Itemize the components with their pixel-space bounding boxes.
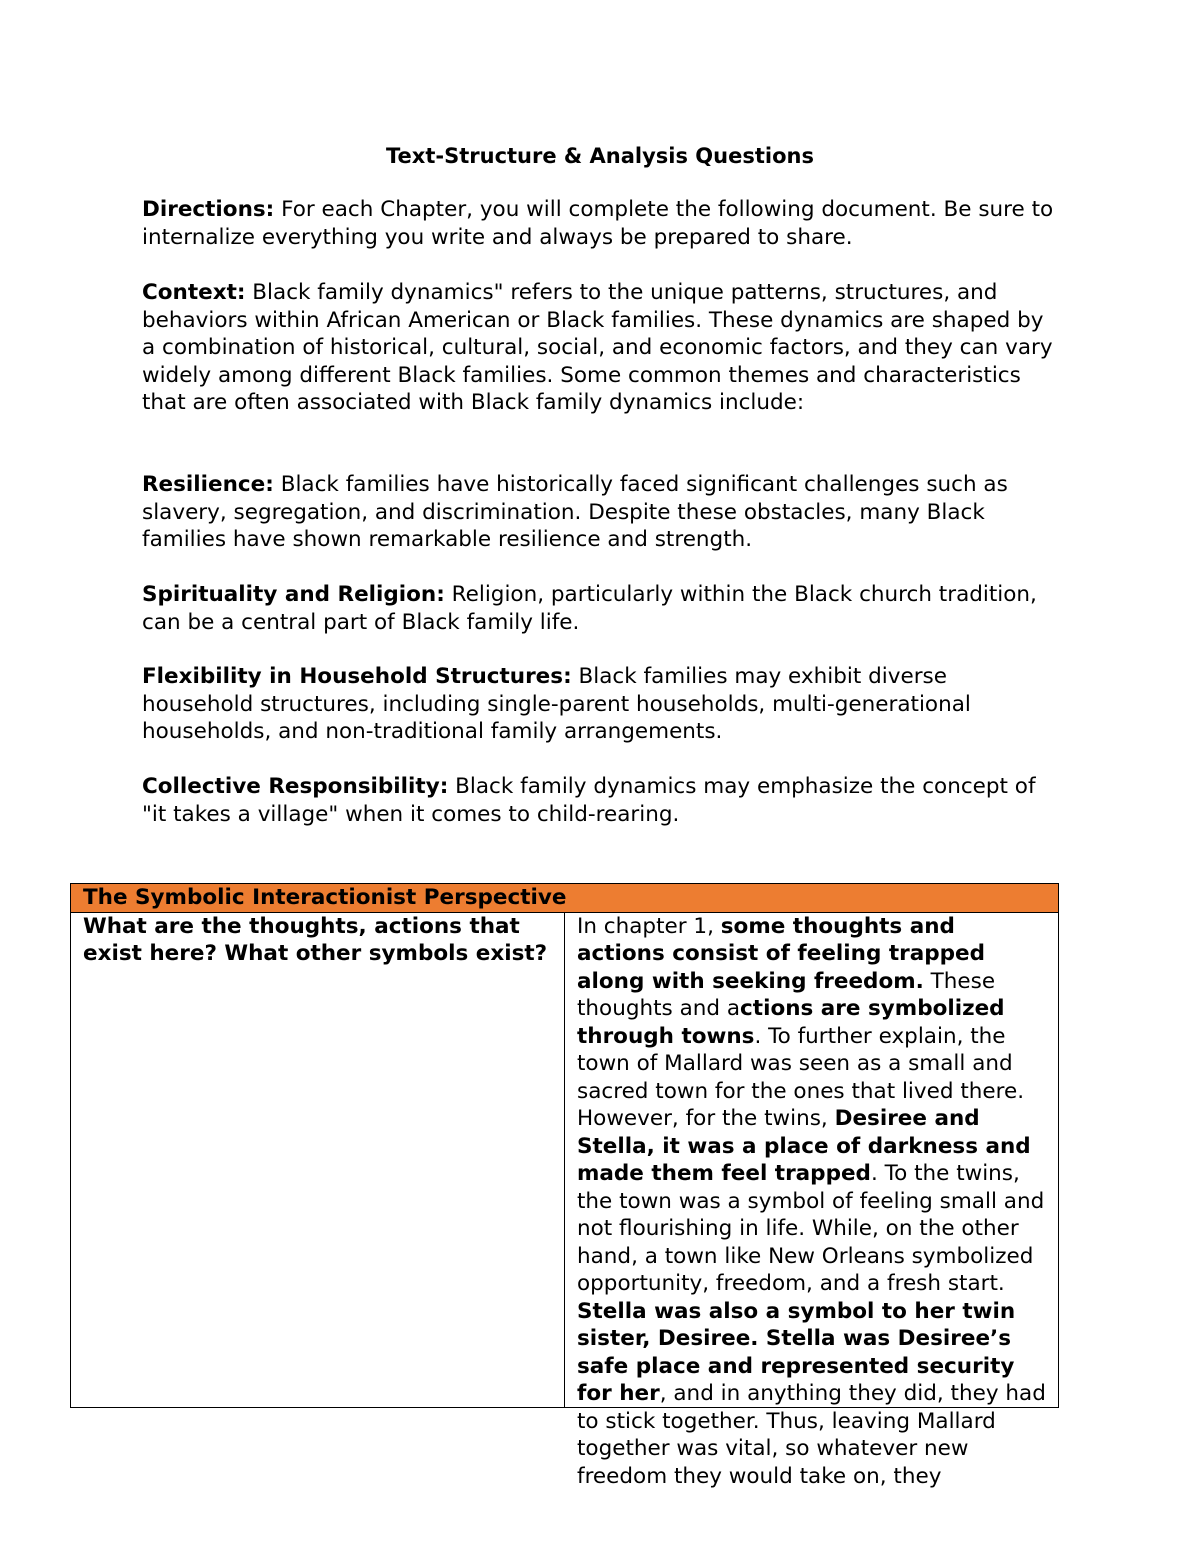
context-text: Black family dynamics" refers to the unique patterns, structures, and behaviors within African American or Black families. These dynamics are shaped by a combination of historical, cultural, social, and economic factors, and they can vary widely among different Black families. Some common themes and characteristics that are often associated with Black family dynamics include: bbox=[142, 280, 1053, 415]
answer-text bbox=[577, 913, 1050, 1489]
directions-label: Directions: bbox=[142, 197, 275, 222]
table-row bbox=[71, 912, 1059, 1407]
page-title: Text-Structure & Analysis Questions bbox=[386, 144, 814, 168]
answer-bold-3: Desiree and Stella, it was a place of darkness and made them feel trapped bbox=[577, 1106, 1031, 1186]
spirituality-paragraph bbox=[142, 581, 1062, 636]
table-header: The Symbolic Interactionist Perspective bbox=[71, 884, 1059, 913]
collective-paragraph bbox=[142, 773, 1062, 828]
resilience-text: Black families have historically faced significant challenges such as slavery, segregation, and discrimination. Despite these obstacles, many Black families have shown remarkable resilience and strength. bbox=[142, 472, 1008, 552]
table-header-row bbox=[71, 884, 1059, 913]
context-label: Context: bbox=[142, 280, 246, 305]
answer-part-1: In chapter 1, bbox=[577, 913, 721, 939]
answer-bold-4: Stella was also a symbol to her twin sister, Desiree. Stella was Desiree’s safe place and represented security for her bbox=[577, 1298, 1016, 1406]
answer-part-3: . To further explain, the town of Mallard was seen as a small and sacred town for the ones that lived there. However, for the twins, bbox=[577, 1023, 1025, 1131]
flexibility-label: Flexibility in Household Structures: bbox=[142, 664, 572, 689]
spirituality-label: Spirituality and Religion: bbox=[142, 582, 445, 607]
context-paragraph bbox=[142, 279, 1062, 417]
perspective-table bbox=[70, 883, 1059, 1489]
answer-bold-2: ctions are symbolized through towns bbox=[577, 996, 1005, 1049]
spirituality-text: Religion, particularly within the Black church tradition, can be a central part of Black family life. bbox=[142, 582, 1037, 635]
answer-cell bbox=[565, 912, 1059, 1489]
answer-bold-1: some thoughts and actions consist of feeling trapped along with seeking freedom. bbox=[577, 913, 985, 994]
resilience-label: Resilience: bbox=[142, 472, 274, 497]
flexibility-paragraph bbox=[142, 663, 1062, 746]
answer-part-4: . To the twins, the town was a symbol of feeling small and not flourishing in life. While, on the other hand, a town like New Orleans symbolized opportunity, freedom, and a fresh start. bbox=[577, 1161, 1045, 1296]
collective-label: Collective Responsibility: bbox=[142, 774, 449, 799]
collective-text: Black family dynamics may emphasize the concept of "it takes a village" when it comes to child-rearing. bbox=[142, 774, 1036, 827]
flexibility-text: Black families may exhibit diverse household structures, including single-parent households, multi-generational households, and non-traditional family arrangements. bbox=[142, 664, 971, 744]
directions-paragraph bbox=[142, 196, 1062, 251]
directions-text: For each Chapter, you will complete the following document. Be sure to internalize everything you write and always be prepared to share. bbox=[142, 197, 1054, 250]
answer-part-5: , and in anything they did, they had to stick together. Thus, leaving Mallard together was vital, so whatever new freedom they would take on, they bbox=[577, 1381, 1046, 1489]
answer-part-2: These thoughts and a bbox=[577, 968, 996, 1021]
question-cell: What are the thoughts, actions that exist here? What other symbols exist? bbox=[71, 912, 565, 1407]
resilience-paragraph bbox=[142, 471, 1062, 554]
